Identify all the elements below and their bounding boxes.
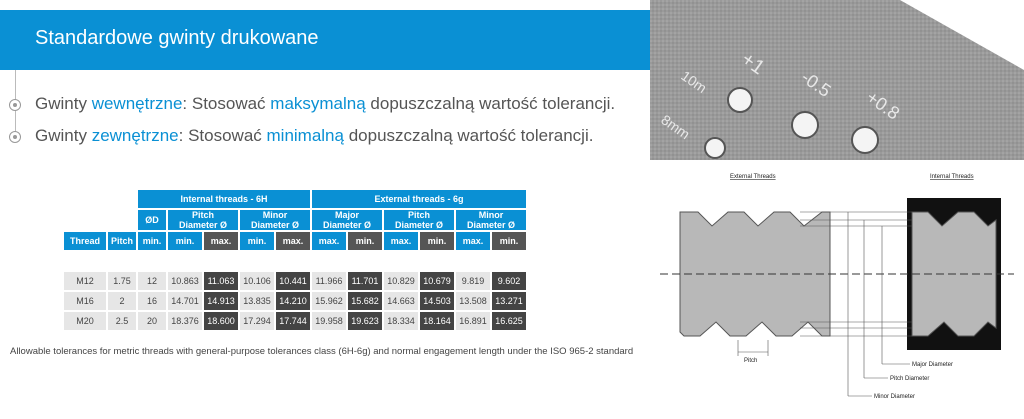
plate-label: 8mm [658,111,693,143]
hole-icon [705,138,725,158]
header-line: Diameter Ø [178,220,228,230]
max-header: max. [276,232,310,250]
table-cell: 13.835 [240,292,274,310]
table-row [64,312,526,330]
table-cell: 13.271 [492,292,526,310]
table-cell: 14.663 [384,292,418,310]
table-row [64,292,526,310]
min-header: min. [348,232,382,250]
plate-label: +0.8 [862,86,904,124]
table-cell: M20 [64,312,106,330]
table-cell: 2.5 [108,312,136,330]
col-pitch-header: Pitch [108,232,136,250]
table-cell: 18.334 [384,312,418,330]
minor-diameter-label: Minor Diameter [874,394,916,400]
col-od-header: ØD [138,210,166,230]
table-cell: 10.106 [240,272,274,290]
bullet-highlight: maksymalną [270,94,366,113]
table-cell: 16.625 [492,312,526,330]
thread-diagram-svg [650,160,1024,414]
empty-cell [64,210,106,230]
printed-plate-photo [650,0,1024,160]
table-cell: 14.913 [204,292,238,310]
min-header: min. [240,232,274,250]
table-cell: 1.75 [108,272,136,290]
plate-label: -0.5 [797,66,835,102]
empty-cell [108,190,136,208]
header-line: Minor [478,210,504,220]
table-cell: 17.294 [240,312,274,330]
table-cell: 10.829 [384,272,418,290]
header-line: Pitch [191,210,214,220]
table-cell: M16 [64,292,106,310]
pitch-label: Pitch [744,358,758,364]
table-cell: 9.602 [492,272,526,290]
table-cell: 18.164 [420,312,454,330]
col-pitch-diameter-header [168,210,238,230]
table-cell: 11.063 [204,272,238,290]
external-threads-title: External Threads [730,174,776,180]
bullet-highlight: zewnętrzne [91,126,179,145]
table-cell: 9.819 [456,272,490,290]
table-cell: 16 [138,292,166,310]
header-line: Diameter Ø [466,220,516,230]
min-header: min. [492,232,526,250]
max-header: max. [312,232,346,250]
bullet-text: : Stosować [182,94,271,113]
header-line: Pitch [407,210,430,220]
bullet-line-1 [35,94,615,114]
max-header: max. [384,232,418,250]
min-header: min. [138,232,166,250]
col-thread-header: Thread [64,232,106,250]
table-cell: 15.962 [312,292,346,310]
thread-diagram [650,160,1024,414]
table-cell: 16.891 [456,312,490,330]
bullet-text: Gwinty [35,94,92,113]
max-header: max. [204,232,238,250]
table-cell: 20 [138,312,166,330]
bullet-marker-1 [9,99,21,111]
table-cell: 10.441 [276,272,310,290]
group-external-header: External threads - 6g [312,190,526,208]
table-cell: 10.679 [420,272,454,290]
table-cell: 19.958 [312,312,346,330]
internal-threads-title: Internal Threads [930,174,974,180]
table-cell: 10.863 [168,272,202,290]
col-minor-diameter-header [240,210,310,230]
table-cell: 18.376 [168,312,202,330]
header-line: Minor [262,210,288,220]
col-ext-minor-diameter-header [456,210,526,230]
table-cell: 17.744 [276,312,310,330]
bullet-highlight: wewnętrzne [91,94,183,113]
bullet-marker-2 [9,131,21,143]
table-row [64,272,526,290]
bullet-highlight: minimalną [266,126,344,145]
tolerance-table [62,188,528,332]
plate-illustration [650,0,1024,160]
col-major-diameter-header [312,210,382,230]
header-line: Diameter Ø [250,220,300,230]
hole-icon [728,88,752,112]
group-internal-header: Internal threads - 6H [138,190,310,208]
bullet-text: : Stosować [178,126,267,145]
table-cell: 14.701 [168,292,202,310]
spacer [64,252,526,270]
empty-cell [64,190,106,208]
table-cell: 12 [138,272,166,290]
table-cell: 14.503 [420,292,454,310]
table-cell: 19.623 [348,312,382,330]
pitch-diameter-label: Pitch Diameter [890,376,930,382]
table-cell: 14.210 [276,292,310,310]
major-diameter-label: Major Diameter [912,362,954,368]
table-caption: Allowable tolerances for metric threads with general-purpose tolerances class (6H-6g) and normal engagement length under the ISO 965-2 standard [10,346,634,357]
table-cell: M12 [64,272,106,290]
header-line: Major [334,210,359,220]
min-header: min. [420,232,454,250]
plate-label: 10m [678,67,710,97]
table-cell: 13.508 [456,292,490,310]
bullet-line-2 [35,126,593,146]
table-cell: 15.682 [348,292,382,310]
min-header: min. [168,232,202,250]
title-bar [0,10,650,70]
table-cell: 11.966 [312,272,346,290]
empty-cell [108,210,136,230]
header-line: Diameter Ø [394,220,444,230]
page-title: Standardowe gwinty drukowane [35,27,319,49]
bullet-text: dopuszczalną wartość tolerancji. [343,126,594,145]
header-line: Diameter Ø [322,220,372,230]
bullet-text: Gwinty [35,126,92,145]
table-cell: 11.701 [348,272,382,290]
plate-label: +1 [737,48,769,80]
hole-icon [792,112,818,138]
max-header: max. [456,232,490,250]
table-cell: 2 [108,292,136,310]
table-cell: 18.600 [204,312,238,330]
hole-icon [852,127,878,153]
col-ext-pitch-diameter-header [384,210,454,230]
bullet-text: dopuszczalną wartość tolerancji. [365,94,616,113]
